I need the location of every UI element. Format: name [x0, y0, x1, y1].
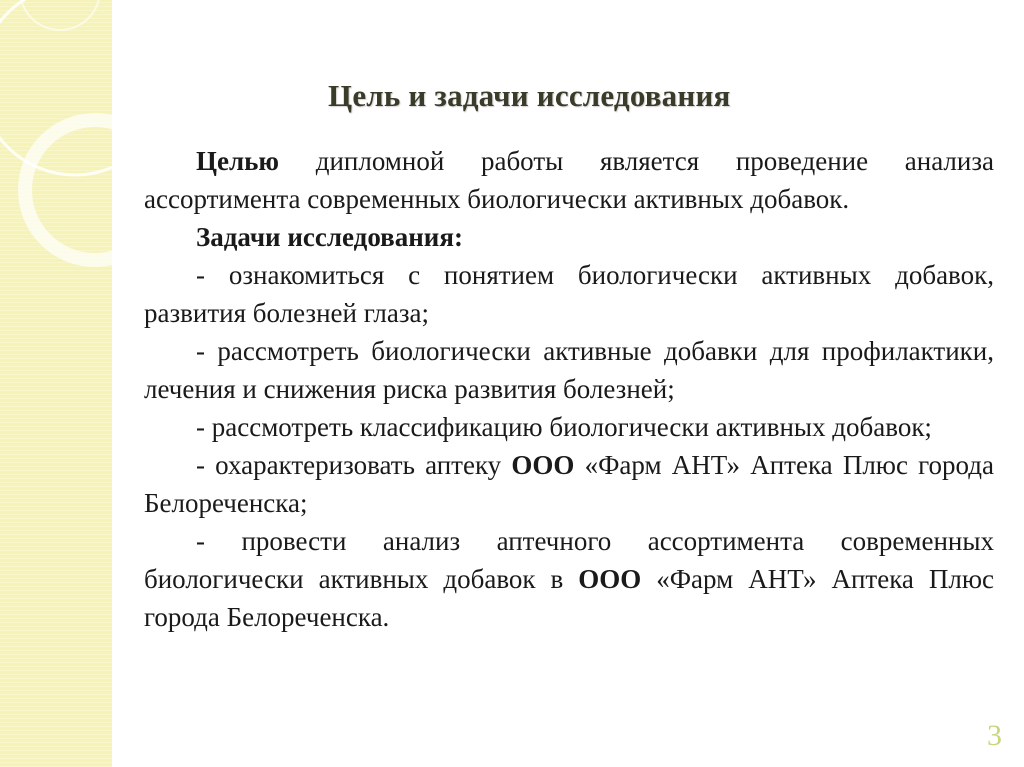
slide-title: Цель и задачи исследования	[328, 78, 731, 113]
goal-lead: Целью	[196, 146, 280, 176]
tasks-heading: Задачи исследования:	[196, 222, 463, 252]
page-number: 3	[987, 719, 1002, 752]
task-item: - рассмотреть классификацию биологически активных добавок;	[196, 412, 932, 442]
decorative-side-panel	[0, 0, 112, 767]
decorative-circles-graphic	[0, 0, 112, 767]
task-item: - охарактеризовать аптеку ООО «Фарм АНТ» Аптека Плюс города Белореченска;	[144, 450, 994, 518]
task-item: - ознакомиться с понятием биологически активных добавок, развития болезней глаза;	[144, 260, 994, 328]
goal-paragraph	[144, 142, 994, 218]
slide-content	[144, 142, 994, 636]
task-item: - рассмотреть биологически активные добавки для профилактики, лечения и снижения риска развития болезней;	[144, 336, 994, 404]
goal-text: дипломной работы является проведение анализа ассортимента современных биологически активных добавок.	[144, 146, 994, 214]
task-item: - провести анализ аптечного ассортимента современных биологически активных добавок в ООО «Фарм АНТ» Аптека Плюс города Белореченска.	[144, 526, 994, 632]
